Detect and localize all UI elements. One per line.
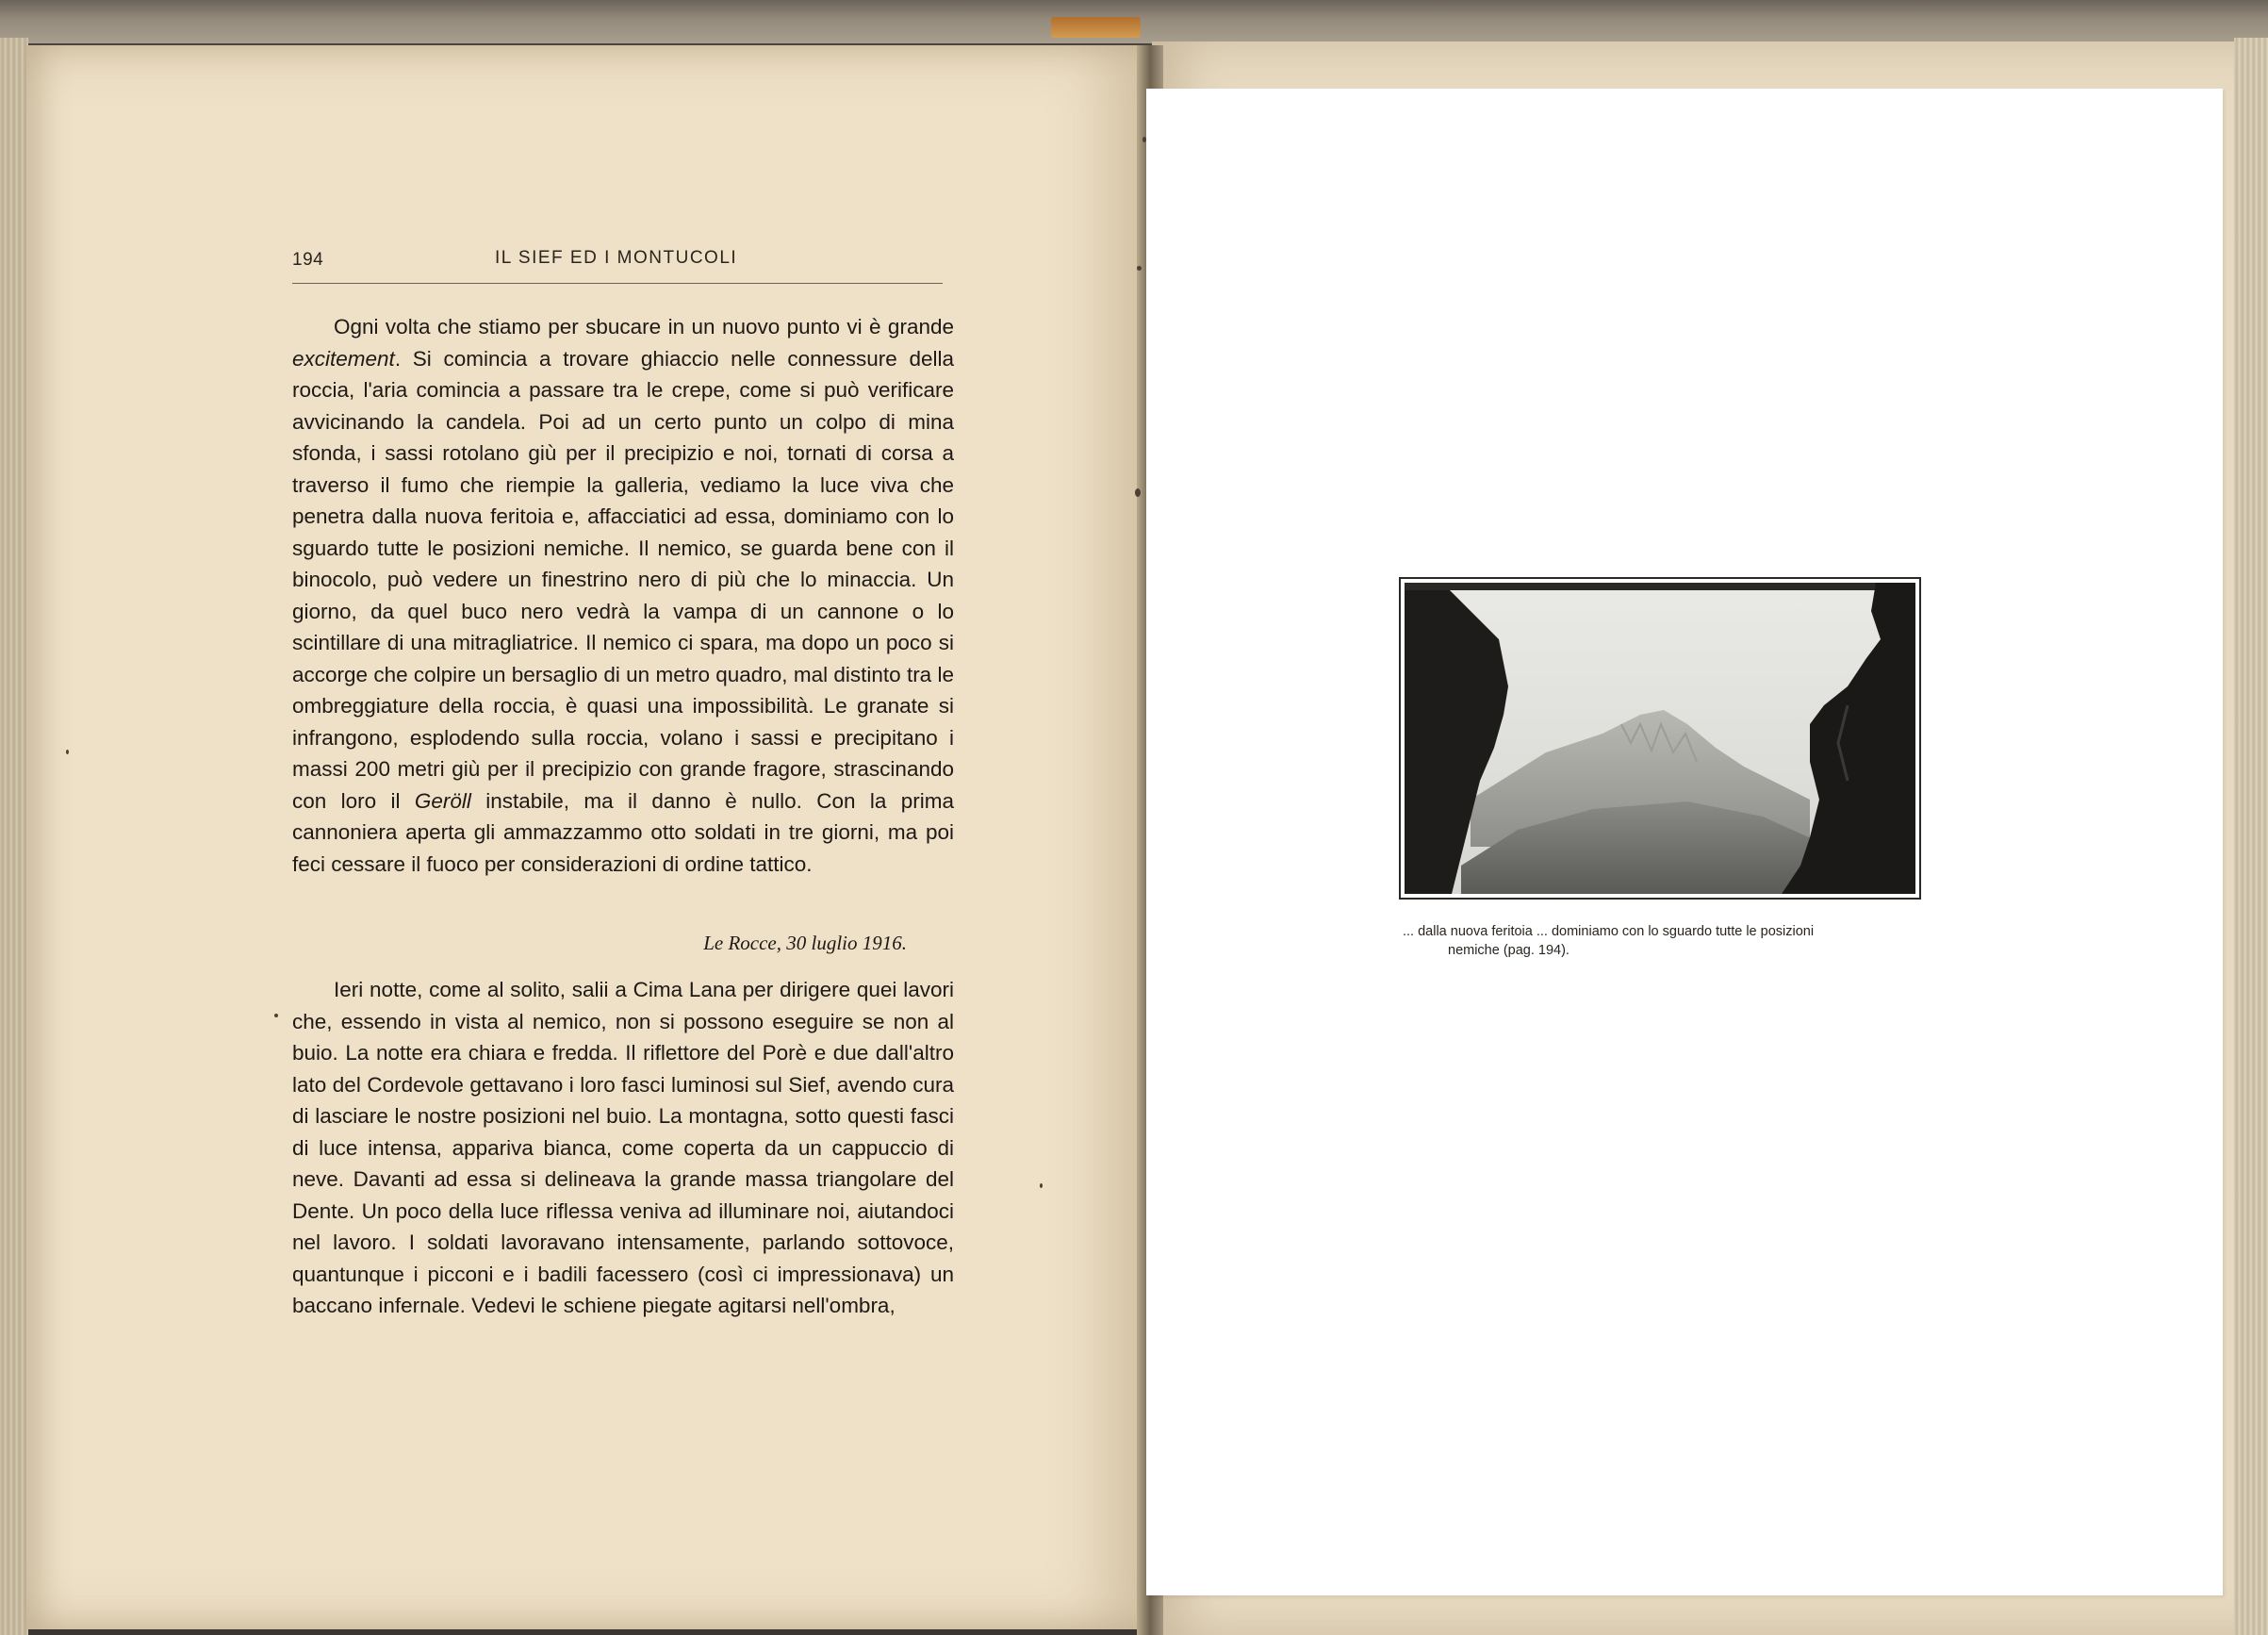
page-number: 194 [292, 250, 324, 270]
paragraph-2 [292, 974, 954, 1322]
paragraph-1-italic-a: excitement [292, 346, 395, 371]
running-head: IL SIEF ED I MONTUCOLI [495, 248, 738, 268]
speck [1135, 488, 1141, 497]
speck [1142, 137, 1146, 142]
photo-caption [1403, 922, 1915, 960]
speck [1137, 266, 1142, 271]
speck [1040, 1183, 1043, 1188]
left-page-stack [0, 38, 28, 1635]
caption-line-1: ... dalla nuova feritoia ... dominiamo con lo sguardo tutte le posizioni [1403, 924, 1815, 939]
spine-ribbon [1051, 17, 1141, 38]
speck [274, 1014, 278, 1017]
dateline: Le Rocce, 30 luglio 1916. [703, 932, 907, 954]
header-rule [292, 283, 943, 284]
paragraph-1-italic-b: Geröll [414, 788, 471, 813]
caption-line-2: nemiche (pag. 194). [1448, 943, 1570, 958]
paragraph-2-text: Ieri notte, come al solito, salii a Cima Lana per dirigere quei lavori che, essendo in vista al nemico, non si possono eseguire se non al buio. La notte era chiara e fredda. Il riflettore del Porè e due dall'altro lato del Cordevole gettavano i loro fasci luminosi sul Sief, avendo cura di lasciare le nostre posizioni nel buio. La montagna, sotto questi fasci di luce intensa, appariva bianca, come coperta da un cappuccio di neve. Davanti ad essa si delineava la grande massa triangolare del Dente. Un poco della luce riflessa veniva ad illuminare noi, aiutandoci nel lavoro. I soldati lavoravano intensamente, parlando sottovoce, quantunque i picconi e i badili facessero (così ci impressionava) un baccano infernale. Vedevi le schiene piegate agitarsi nell'ombra, [292, 978, 954, 1317]
mountain-photo [1405, 583, 1915, 894]
right-page-stack [2234, 38, 2268, 1635]
speck [66, 750, 69, 754]
paragraph-1-text-b: . Si comincia a trovare ghiaccio nelle connessure della roccia, l'aria comincia a passare tra le crepe, come si può verificare avvicinando la candela. Poi ad un certo punto un colpo di mina sfonda, i sassi rotolano giù per il precipizio e noi, tornati di corsa a traverso il fumo che riempie la galleria, vediamo la luce viva che penetra dalla nuova feritoia e, affacciatici ad essa, dominiamo con lo sguardo tutte le posizioni nemiche. Il nemico, se guarda bene con il binocolo, può vedere un finestrino nero di più che lo minaccia. Un giorno, da quel buco nero vedrà la vampa di un cannone o lo scintillare di una mitragliatrice. Il nemico ci spara, ma dopo un poco si accorge che colpire un bersaglio di un metro quadro, mal distinto tra le ombreggiature della roccia, è quasi una impossibilità. Le granate si infrangono, esplodendo sulla roccia, volano i sassi e precipitano i massi 200 metri giù per il precipizio con grande fragore, strascinando con loro il [292, 346, 954, 813]
paragraph-1-text-a: Ogni volta che stiamo per sbucare in un nuovo punto vi è grande [334, 315, 954, 339]
photo-plate [1399, 577, 1921, 900]
paragraph-1 [292, 311, 954, 880]
paragraph-1-text-c: instabile, ma il danno è nullo. Con la prima cannoniera aperta gli ammazzammo otto soldati in tre giorni, ma poi feci cessare il fuoco per considerazioni di ordine tattico. [292, 788, 954, 876]
